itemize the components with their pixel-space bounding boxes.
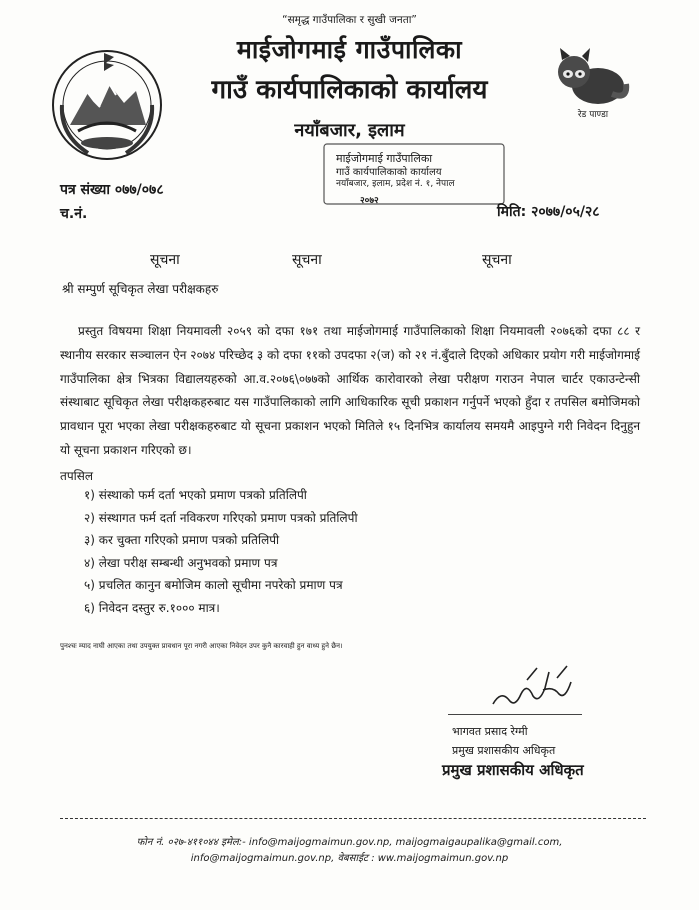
stamp-line-1: माईजोगमाई गाउँपालिका — [336, 152, 433, 165]
notice-body — [60, 320, 640, 463]
footer-contact-line-2: info@maijogmaimun.gov.np, वेबसाईट : ww.maijogmaimun.gov.np — [190, 853, 509, 864]
body-paragraph: प्रस्तुत विषयमा शिक्षा नियमावली २०५९ को दफा १७१ तथा माईजोगमाई गाउँपालिकाको शिक्षा नियमावली २०७६को दफा ८८ र स्थानीय सरकार सञ्चालन ऐन २०७४ परिच्छेद ३ को दफा ११को उपदफा २(ज) को २१ नं.बुँदाले दिएको अधिकार प्रयोग गरी माईजोगमाई गाउँपालिका क्षेत्र भित्रका विद्यालयहरुको आ.व.२०७६\०७७को आर्थिक कारोवारको लेखा परीक्षण गराउन नेपाल चार्टर एकाउन्टेन्सी संस्थाबाट सूचिकृत लेखा परीक्षकहरुबाट यस गाउँपालिकाको लागि आधिकारिक सूची प्रकाशन गर्नुपर्ने भएको हुँदा र तपसिल बमोजिमको प्रावधान पूरा भएका लेखा परीक्षकहरुबाट यो सूचना प्रकाशन भएको मितिले १५ दिनभित्र कार्यालय समयमै आइपुग्ने गरी निवेदन दिनुहुन यो सूचना प्रकाशन गरिएको छ। — [60, 324, 640, 457]
title-stamp: प्रमुख प्रशासकीय अधिकृत — [442, 761, 584, 779]
list-item: ५) प्रचलित कानुन बमोजिम कालो सूचीमा नपरेको प्रमाण पत्र — [84, 578, 343, 593]
notice-title: सूचना — [150, 252, 180, 268]
notice-title: सूचना — [292, 252, 322, 268]
footnote: पुनश्चः म्याद नाघी आएका तथा उपयुक्त प्रावधान पूरा नगरी आएका निवेदन उपर कुनै कारवाही हुन वाध्य हुने छैन। — [60, 642, 343, 650]
requirements-list — [84, 484, 358, 620]
letter-date: मिति: २०७७/०५/२८ — [497, 204, 600, 220]
signatory-name: भागवत प्रसाद रेग्मी — [452, 725, 528, 738]
motto: “समृद्ध गाउँपालिका र सुखी जनता” — [282, 14, 417, 26]
list-item: ६) निवेदन दस्तुर रु.१००० मात्र। — [84, 600, 220, 615]
list-item: ३) कर चुक्ता गरिएको प्रमाण पत्रको प्रतिलिपी — [84, 533, 280, 548]
letter-number: पत्र संख्या ०७७/०७८ — [60, 182, 164, 198]
signature-line — [448, 714, 582, 715]
stamp-year: २०७२ — [360, 196, 379, 206]
stamp-line-3: नयाँबजार, इलाम, प्रदेश नं. १, नेपाल — [336, 179, 455, 189]
dispatch-number: च.नं. — [60, 206, 88, 222]
stamp-line-2: गाउँ कार्यपालिकाको कार्यालय — [336, 167, 442, 178]
signature-icon — [487, 660, 577, 712]
panda-caption: रेड पाण्डा — [577, 110, 609, 120]
red-panda-icon — [552, 44, 630, 108]
list-item: १) संस्थाको फर्म दर्ता भएको प्रमाण पत्रको प्रतिलिपी — [84, 488, 307, 502]
notice-title: सूचना — [482, 252, 512, 268]
footer-contact-line-1: फोन नं. ०२७-४११०४४ इमेल:- info@maijogmaimun.gov.np, maijogmaigaupalika@gmail.com, — [136, 837, 563, 848]
office-name: गाउँ कार्यपालिकाको कार्यालय — [211, 75, 488, 105]
office-address: नयाँबजार, इलाम — [294, 120, 405, 141]
footer-divider — [60, 818, 646, 819]
signatory-title: प्रमुख प्रशासकीय अधिकृत — [452, 744, 556, 757]
tapsil-label: तपसिल — [60, 469, 94, 483]
list-item: २) संस्थागत फर्म दर्ता नविकरण गरिएको प्रमाण पत्रको प्रतिलिपी — [84, 510, 358, 525]
org-name: माईजोगमाई गाउँपालिका — [236, 35, 463, 64]
addressee: श्री सम्पुर्ण सूचिकृत लेखा परीक्षकहरु — [62, 282, 219, 296]
list-item: ४) लेखा परीक्ष सम्बन्धी अनुभवको प्रमाण पत्र — [84, 555, 278, 570]
